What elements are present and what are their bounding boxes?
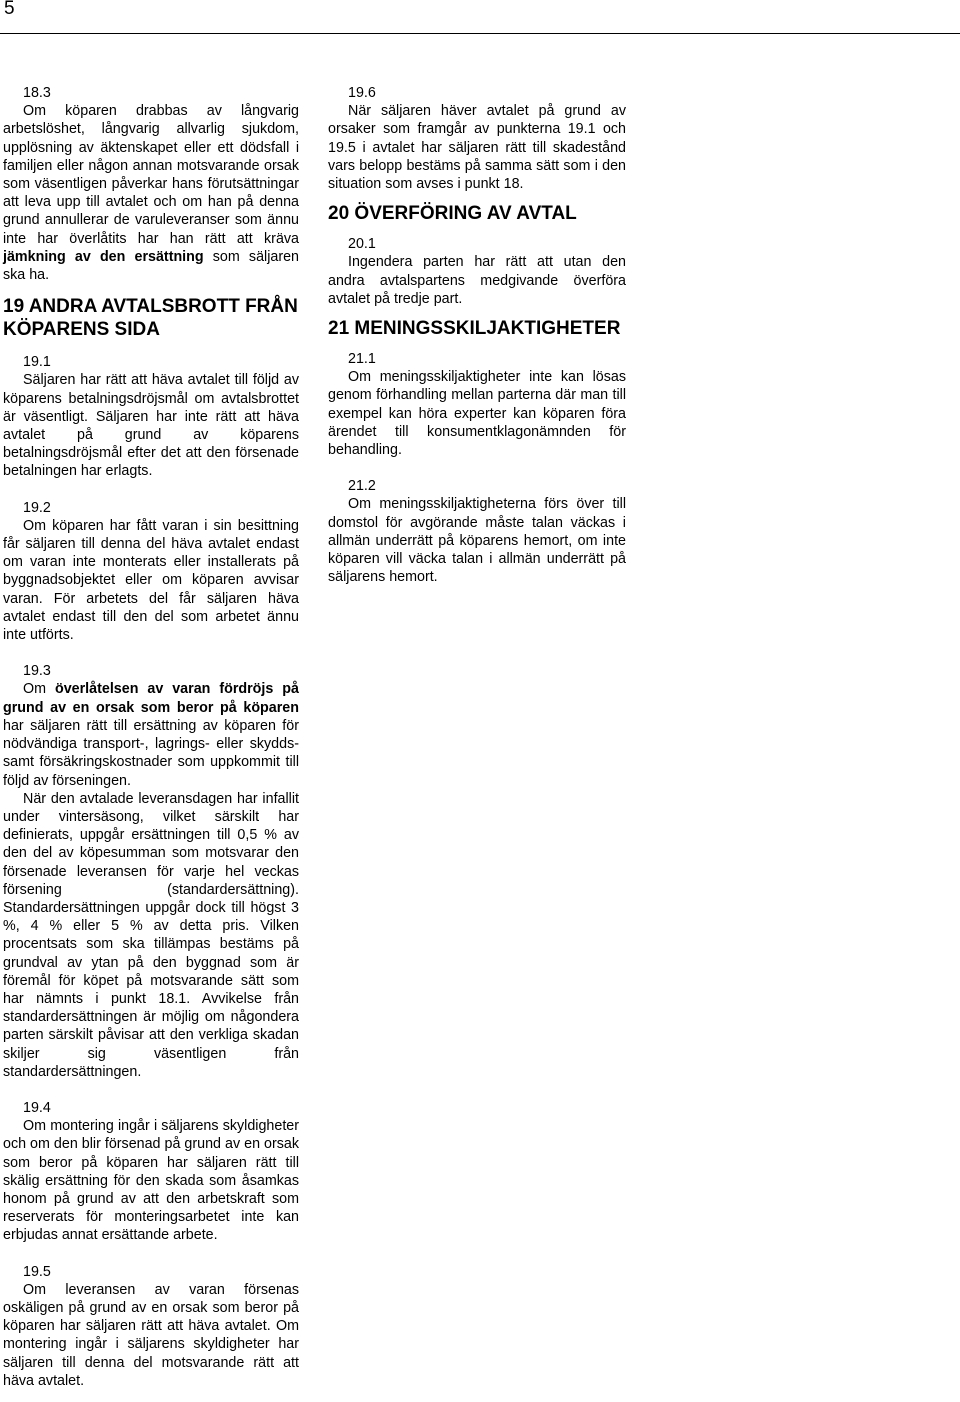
section-20-1-text: Ingendera parten har rätt att utan den andra avtalspartens medgivande överföra avtalet på tredje part. (328, 254, 626, 307)
section-number-20-1: 20.1 (348, 236, 376, 253)
heading-19: 19 ANDRA AVTALSBROTT FRÅN KÖPARENS SIDA (3, 296, 298, 341)
section-19-3-paragraph-2: När den avtalade leveransdagen har infallit under vintersäsong, vilket särskilt har definierats, uppgår ersättningen till 0,5 % av den del av köpesumman som motsvarar den försenade leveransen för varje hel veckas försening (standardersättning). Standardersättningen uppgår dock till högst 3 %, 4 % eller 5 % av detta pris. Vilken procentsats som ska tillämpas bestäms på grundval av ytan på den byggnad som är föremål för köpet på motsvarande sätt som har nämnts i punkt 18.1. Avvikelse från standardersättningen är möjlig om någondera parten särskilt påvisar att den verkliga skadan skiljer sig väsentligen från standardersättningen. (3, 790, 299, 1080)
section-number-19-6: 19.6 (348, 85, 376, 101)
section-19-1-text: Säljaren har rätt att häva avtalet till följd av köparens betalningsdröjsmål om avtalsbrottet är väsentligt. Säljaren har inte rätt att häva avtalet på grund av köparens betalningsdröjsmål efter det att den försenade betalningen har erlagts. (3, 372, 299, 480)
right-column (328, 84, 626, 586)
section-18-3-text: Om köparen drabbas av långvarig arbetslöshet, långvarig allvarlig sjukdom, upplösning av äktenskapet eller ett dödsfall i familjen eller någon annan motsvarande orsak som väsentligen påverkar hans förutsättningar att leva upp till avtalet och om han på denna grund annullerar de varuleveranser som ännu inte har överlåtits har han rätt att kräva jämkning av den ersättning som säljaren ska ha. (3, 103, 299, 284)
section-21-1-text: Om meningsskiljaktigheter inte kan lösas genom förhandling mellan parterna där man till exempel kan höra experter kan köparen föra ärendet till konsumentklagonämnden för behandling. (328, 369, 626, 459)
section-number-21-2: 21.2 (348, 478, 376, 495)
header-rule (0, 33, 960, 34)
heading-21: 21 MENINGSSKILJAKTIGHETER (328, 318, 621, 340)
section-19-4-text: Om montering ingår i säljarens skyldigheter och om den blir försenad på grund av en orsak som beror på köparen har säljaren rätt till skälig ersättning för den skada som åsamkas honom på grund av att den arbetskraft som reserverats för monteringsarbetet inte kan erbjudas annat ersättande arbete. (3, 1118, 299, 1244)
section-19-6-text: När säljaren häver avtalet på grund av orsaker som framgår av punkterna 19.1 och 19.5 i avtalet har säljaren rätt till skadestånd vars belopp bestäms på samma sätt som i den situation som avses i punkt 18. (328, 103, 626, 193)
section-19-5-text: Om leveransen av varan försenas oskäligen på grund av en orsak som beror på köparen har säljaren rätt att häva avtalet. Om montering ingår i säljarens skyldigheter har säljaren till denna del motsvarande rätt att häva avtalet. (3, 1281, 299, 1389)
section-19-3-text: Om överlåtelsen av varan fördröjs på grund av en orsak som beror på köparen har säljaren rätt till ersättning av köparen för nödvändiga transport-, lagrings- eller skydds- samt försäkringskostnader som uppkommit till följd av förseningen. (3, 681, 299, 789)
section-21-2-text: Om meningsskiljaktigheterna förs över till domstol för avgörande måste talan väckas i allmän underrätt på köparens hemort, om inte köparen vill väcka talan i allmän underrätt på säljarens hemort. (328, 496, 626, 586)
section-number-19-1: 19.1 (23, 354, 51, 371)
left-column (3, 84, 299, 1390)
section-number-18-3: 18.3 (23, 85, 51, 101)
section-number-19-4: 19.4 (23, 1099, 51, 1116)
section-number-19-3: 19.3 (23, 663, 51, 680)
section-19-2-text: Om köparen har fått varan i sin besittning får säljaren till denna del häva avtalet endast om varan inte monterats eller installerats på byggnadsobjektet eller om köparen avvisar varan. För arbetets del får säljaren häva avtalet endast till den del som arbetet ännu inte utförts. (3, 517, 299, 644)
page-number: 5 (4, 0, 15, 19)
heading-20: 20 ÖVERFÖRING AV AVTAL (328, 203, 577, 225)
section-number-21-1: 21.1 (348, 351, 376, 368)
section-number-19-2: 19.2 (23, 499, 51, 516)
section-number-19-5: 19.5 (23, 1263, 51, 1280)
